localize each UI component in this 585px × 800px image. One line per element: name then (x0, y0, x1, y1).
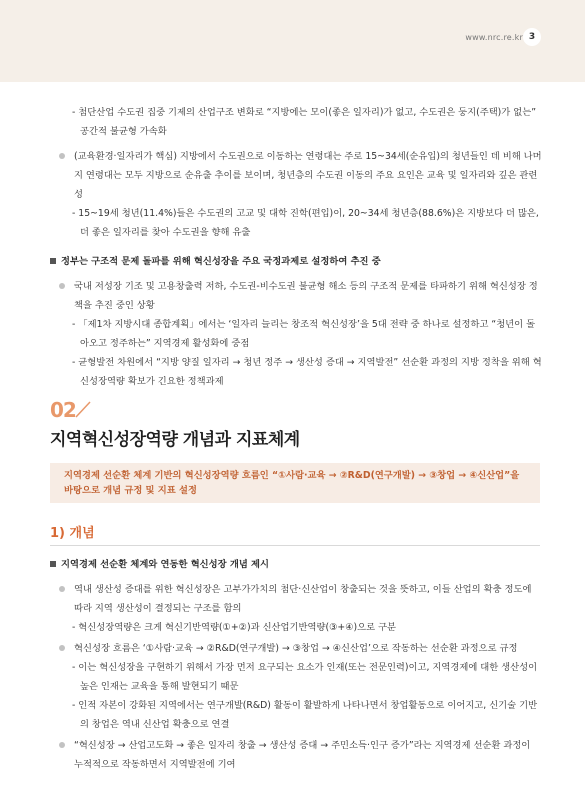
dash-item: - 혁신성장역량은 크게 혁신기반역량(①+②)과 신산업기반역량(③+④)으로 구분 (72, 622, 397, 633)
dash-item: - 15~19세 청년(11.4%)들은 수도권의 고교 및 대학 진학(편입)이, 20~34세 청년층(88.6%)은 지방보다 더 많은, 더 좋은 일자리를 찾아 수도권을 향해 유출 (72, 208, 539, 238)
subsection-body (50, 555, 542, 774)
dash-item: - 이는 혁신성장을 구현하기 위해서 가장 먼저 요구되는 요소가 인재(또는 전문인력)이고, 지역경제에 대한 생산성이 높은 인재는 교육을 통해 발현되기 때문 (72, 662, 538, 692)
section-title: 지역혁신성장역량 개념과 지표체계 (50, 430, 300, 450)
section-slash-decoration (73, 398, 93, 420)
section-number: 02 (50, 398, 76, 422)
site-url: www.nrc.re.kr (465, 33, 523, 42)
square-heading: 지역경제 선순환 체계와 연동한 혁신성장 개념 제시 (50, 555, 542, 574)
section-summary-box: 지역경제 선순환 체계 기반의 혁신성장역량 흐름인 “①사람·교육 → ②R&D(연구개발) → ③창업 → ④신산업”을 바탕으로 개념 규정 및 지표 설정 (50, 463, 540, 503)
subsection-divider (50, 545, 540, 546)
dash-item: - 인적 자본이 강화된 지역에서는 연구개발(R&D) 활동이 활발하게 나타나면서 창업활동으로 이어지고, 신기술 기반의 창업은 역내 신산업 확충으로 연결 (72, 700, 538, 730)
circle-bullet-item: 혁신성장 흐름은 ‘①사람·교육 → ②R&D(연구개발) → ③창업 → ④신산업’으로 작동하는 선순환 과정으로 규정 (50, 639, 542, 658)
dash-item: - 균형발전 차원에서 “지방 양질 일자리 → 청년 정주 → 생산성 증대 → 지역발전” 선순환 과정의 지방 정착을 위해 혁신성장역량 확보가 긴요한 정책과제 (72, 357, 542, 387)
circle-bullet-item: “혁신성장 → 산업고도화 → 좋은 일자리 창출 → 생산성 증대 → 주민소득·인구 증가”라는 지역경제 선순환 과정이 누적적으로 작동하면서 지역발전에 기여 (50, 736, 542, 774)
top-body (50, 103, 542, 391)
subsection-title: 1) 개념 (50, 526, 95, 541)
circle-bullet-item: (교육환경·일자리가 핵심) 지방에서 수도권으로 이동하는 연령대는 주로 15~34세(순유입)의 청년들인 데 비해 나머지 연령대는 모두 지방으로 순유출 추이를 보이며, 청년층의 수도권 이동의 주요 요인은 교육 및 일자리와 깊은 관련성 (50, 147, 542, 204)
circle-bullet-item: 역내 생산성 증대를 위한 혁신성장은 고부가가치의 첨단·신산업이 창출되는 것을 뜻하고, 이들 산업의 확충 정도에 따라 지역 생산성이 결정되는 구조를 함의 (50, 580, 542, 618)
square-heading: 정부는 구조적 문제 돌파를 위해 혁신성장을 주요 국정과제로 설정하여 추진 중 (50, 252, 542, 271)
page-number-badge: 3 (523, 28, 541, 46)
circle-bullet-item: 국내 저성장 기조 및 고용창출력 저하, 수도권-비수도권 불균형 해소 등의 구조적 문제를 타파하기 위해 혁신성장 정책을 추진 중인 상황 (50, 277, 542, 315)
dash-item: - 첨단산업 수도권 집중 기제의 산업구조 변화로 “지방에는 모이(좋은 일자리)가 없고, 수도권은 둥지(주택)가 없는” 공간적 불균형 가속화 (72, 107, 537, 137)
dash-item: - 「제1차 지방시대 종합계획」에서는 ‘일자리 늘리는 창조적 혁신성장’을 5대 전략 중 하나로 설정하고 “청년이 돌아오고 정주하는” 지역경제 활성화에 중점 (72, 319, 536, 349)
page-header-band (0, 0, 585, 82)
